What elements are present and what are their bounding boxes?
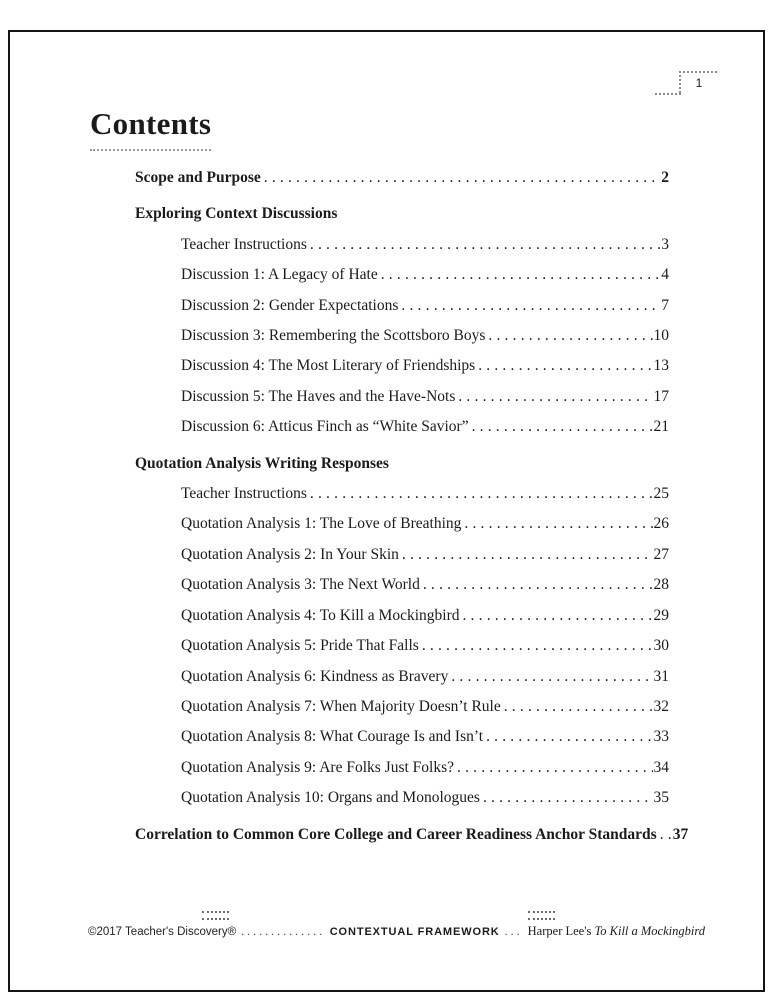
footer-section-label: CONTEXTUAL FRAMEWORK: [329, 926, 500, 938]
dot-leader: [457, 753, 653, 783]
toc-entry-label: Discussion 5: The Haves and the Have-Nots: [181, 387, 456, 405]
dot-leader: [472, 412, 653, 442]
toc-entry: [135, 820, 689, 850]
dot-leader: [478, 351, 652, 381]
toc-entry-page: 33: [653, 728, 669, 746]
toc-entry: [135, 479, 669, 509]
toc-entry: [135, 662, 669, 692]
toc-entry: [135, 509, 669, 539]
toc-entry-label: Quotation Analysis 6: Kindness as Bravery: [181, 667, 449, 685]
toc-entry-label: Quotation Analysis Writing Responses: [135, 454, 389, 472]
footer-author-prefix: Harper Lee's: [527, 924, 595, 938]
page-footer: [88, 922, 705, 940]
toc-entry-page: 2: [661, 169, 669, 186]
toc-entry: [135, 412, 669, 442]
dot-leader: [458, 382, 652, 412]
toc-entry: [135, 753, 669, 783]
dot-leader: [486, 722, 652, 752]
page-number-box: [679, 71, 717, 93]
dot-leader: [464, 509, 652, 539]
toc-entry-label: Scope and Purpose: [135, 169, 261, 186]
toc-entry-page: 13: [653, 357, 669, 375]
toc-entry-label: Teacher Instructions: [181, 235, 307, 253]
footer-dotted-line-left: [241, 922, 325, 940]
toc-entry: [135, 321, 669, 351]
dot-leader: [462, 601, 652, 631]
dot-leader: [451, 662, 652, 692]
dot-leader: [310, 230, 660, 260]
toc-entry: [135, 631, 669, 661]
toc-entry-page: 34: [653, 758, 669, 776]
toc-entry-page: 37: [672, 825, 689, 843]
toc-entry: [135, 230, 669, 260]
footer-dotted-ornament-right: [528, 911, 555, 920]
toc-entry-label: Quotation Analysis 4: To Kill a Mockingbird: [181, 606, 460, 624]
footer-dotted-ornament-left: [202, 911, 229, 920]
page-number-dotted-stub: [655, 93, 681, 95]
toc-entry: [135, 449, 669, 479]
toc-entry-page: 3: [661, 235, 669, 253]
dot-leader: [401, 291, 660, 321]
footer-book-reference: [528, 924, 705, 939]
toc-entry-label: Quotation Analysis 9: Are Folks Just Folks?: [181, 758, 454, 776]
toc-entry-page: 4: [661, 266, 669, 284]
toc-entry: [135, 692, 669, 722]
toc-entry-label: Discussion 1: A Legacy of Hate: [181, 266, 378, 284]
toc-entry-page: 31: [653, 667, 669, 685]
dot-leader: [504, 692, 653, 722]
dot-leader: [310, 479, 653, 509]
toc-entry-label: Discussion 6: Atticus Finch as “White Savior”: [181, 418, 469, 436]
toc-entry-page: 30: [653, 637, 669, 655]
toc-entry-label: Quotation Analysis 10: Organs and Monologues: [181, 789, 480, 807]
toc-entry: [135, 260, 669, 290]
toc-entry-page: 35: [653, 789, 669, 807]
toc-entry-page: 21: [653, 418, 669, 436]
toc-entry-label: Quotation Analysis 5: Pride That Falls: [181, 637, 419, 655]
page-number: 1: [695, 76, 703, 90]
page-number-ornament: [679, 71, 717, 93]
footer-dotted-line-right: [505, 922, 523, 940]
toc-entry: [135, 722, 669, 752]
toc-entry-page: 10: [653, 327, 669, 345]
toc-entry-label: Quotation Analysis 7: When Majority Doesn’t Rule: [181, 697, 501, 715]
contents-page: [90, 106, 689, 850]
toc-entry-label: Discussion 4: The Most Literary of Friendships: [181, 357, 476, 375]
toc-entry-label: Quotation Analysis 8: What Courage Is and Isn’t: [181, 728, 484, 746]
toc-entry: [135, 351, 669, 381]
dot-leader: [423, 570, 653, 600]
toc-list: [135, 163, 689, 850]
dot-leader: [264, 163, 661, 193]
toc-entry-page: 32: [653, 697, 669, 715]
dot-leader: [660, 820, 672, 850]
toc-entry-page: 25: [653, 485, 669, 503]
toc-entry-page: 26: [653, 515, 669, 533]
toc-entry: [135, 601, 669, 631]
toc-entry: [135, 291, 669, 321]
toc-entry: [135, 783, 669, 813]
toc-entry-label: Teacher Instructions: [181, 485, 307, 503]
toc-entry: [135, 540, 669, 570]
toc-entry-label: Quotation Analysis 3: The Next World: [181, 576, 420, 594]
copyright-text: ©2017 Teacher's Discovery®: [88, 926, 237, 938]
dot-leader: [483, 783, 653, 813]
toc-entry: [135, 570, 669, 600]
toc-entry-page: 7: [661, 296, 669, 314]
dot-leader: [402, 540, 653, 570]
page-title: Contents: [90, 106, 211, 151]
toc-entry-page: 27: [653, 545, 669, 563]
toc-entry-label: Exploring Context Discussions: [135, 205, 338, 223]
toc-entry-label: Quotation Analysis 1: The Love of Breathing: [181, 515, 462, 533]
toc-entry: [135, 382, 669, 412]
toc-entry: [135, 199, 669, 229]
footer-book-title: To Kill a Mockingbird: [594, 924, 705, 938]
toc-entry-page: 29: [653, 606, 669, 624]
toc-entry-label: Correlation to Common Core College and Career Readiness Anchor Standards: [135, 825, 657, 843]
dot-leader: [422, 631, 653, 661]
toc-entry: [135, 163, 669, 193]
toc-entry-label: Discussion 2: Gender Expectations: [181, 296, 399, 314]
dot-leader: [488, 321, 652, 351]
dot-leader: [381, 260, 661, 290]
toc-entry-label: Discussion 3: Remembering the Scottsboro Boys: [181, 327, 486, 345]
toc-entry-page: 28: [653, 576, 669, 594]
toc-entry-page: 17: [653, 387, 669, 405]
toc-entry-label: Quotation Analysis 2: In Your Skin: [181, 545, 399, 563]
